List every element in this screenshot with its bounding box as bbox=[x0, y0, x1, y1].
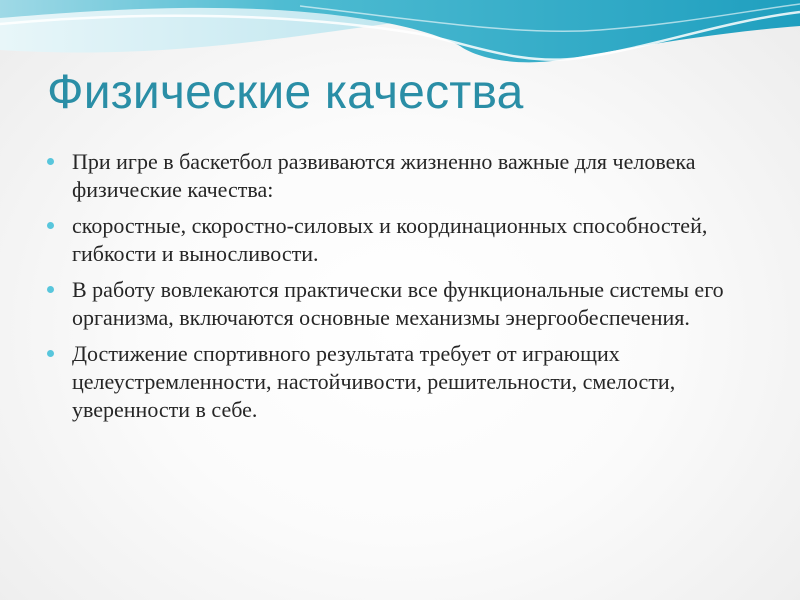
bullet-dot-icon bbox=[47, 286, 54, 293]
bullet-dot-icon bbox=[47, 222, 54, 229]
bullet-item bbox=[44, 276, 744, 332]
bullet-text: При игре в баскетбол развиваются жизненно важные для человека физические качества: bbox=[72, 149, 696, 202]
bullet-item bbox=[44, 212, 744, 268]
bullet-item bbox=[44, 340, 744, 424]
bullet-text: Достижение спортивного результата требует от играющих целеустремленности, настойчивости, решительности, смелости, уверенности в себе. bbox=[72, 341, 676, 422]
bullet-list bbox=[44, 148, 744, 432]
bullet-text: скоростные, скоростно-силовых и координационных способностей, гибкости и выносливости. bbox=[72, 213, 708, 266]
slide-title: Физические качества bbox=[47, 66, 524, 119]
bullet-dot-icon bbox=[47, 350, 54, 357]
bullet-item bbox=[44, 148, 744, 204]
bullet-text: В работу вовлекаются практически все функциональные системы его организма, включаются основные механизмы энергообеспечения. bbox=[72, 277, 724, 330]
bullet-dot-icon bbox=[47, 158, 54, 165]
